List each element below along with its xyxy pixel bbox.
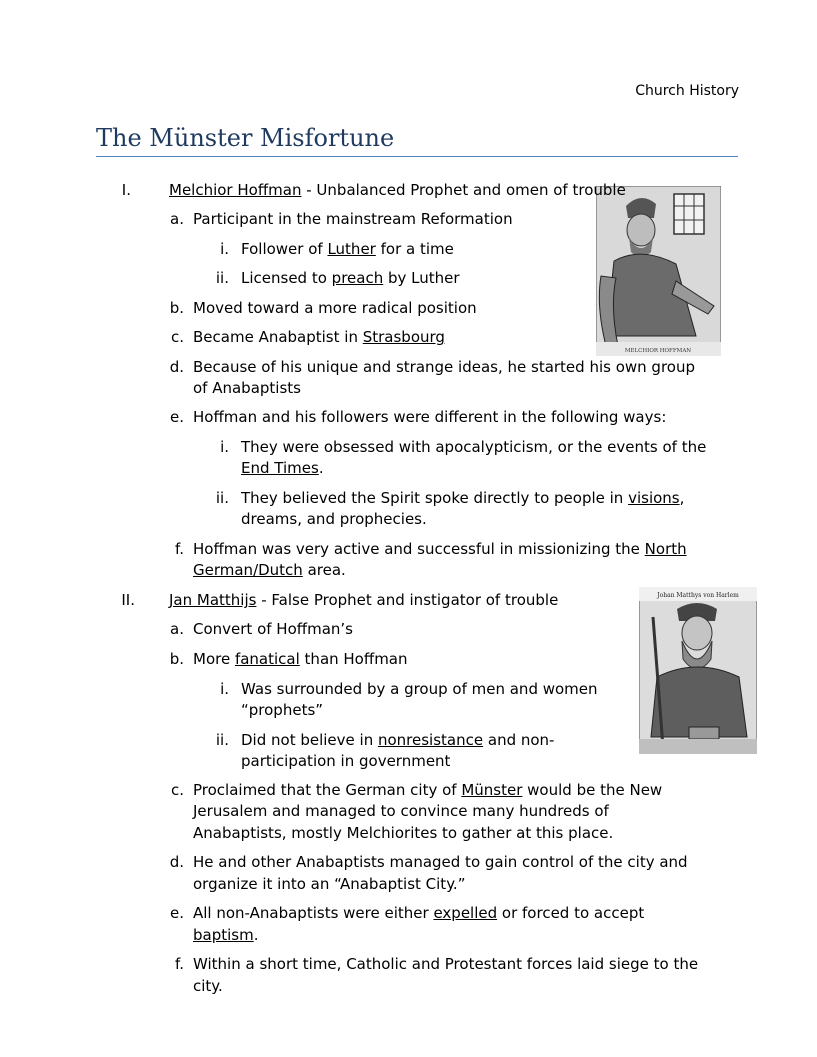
item-marker: f. [175,955,184,973]
list-item-continuation: German/Dutch area. [193,561,346,579]
list-item-continuation: of Anabaptists [193,379,301,397]
matthijs-link: Jan Matthijs [169,591,257,609]
list-item-continuation: city. [193,977,223,995]
list-subitem: They believed the Spirit spoke directly to people in visions, [241,489,685,507]
list-item-continuation: baptism. [193,926,259,944]
list-subitem: Was surrounded by a group of men and women [241,680,598,698]
page-header: Church History [635,83,739,99]
item-marker: a. [170,210,184,228]
list-item: Became Anabaptist in Strasbourg [193,328,445,346]
section-heading-matthijs: Jan Matthijs - False Prophet and instigator of trouble [169,591,559,609]
item-marker: e. [170,408,184,426]
list-item: Moved toward a more radical position [193,299,477,317]
list-subitem: Follower of Luther for a time [241,240,454,258]
hoffman-portrait [596,186,721,356]
subitem-marker: i. [220,240,229,258]
item-marker: d. [169,853,184,871]
list-subitem: Licensed to preach by Luther [241,269,460,287]
subitem-marker: ii. [215,731,229,749]
item-marker: b. [169,299,184,317]
list-item: He and other Anabaptists managed to gain control of the city and [193,853,688,871]
section-marker: I. [121,181,131,199]
item-marker: d. [169,358,184,376]
list-subitem-continuation: End Times. [241,459,324,477]
list-item: Within a short time, Catholic and Protestant forces laid siege to the [193,955,699,973]
section-marker: II. [121,591,135,609]
list-item: Because of his unique and strange ideas, he started his own group [193,358,695,376]
page-title: The Münster Misfortune [96,124,738,157]
item-marker: b. [169,650,184,668]
list-subitem-continuation: dreams, and prophecies. [241,510,427,528]
list-item: Hoffman and his followers were different in the following ways: [193,408,667,426]
item-marker: c. [170,781,184,799]
subitem-marker: i. [220,438,229,456]
hoffman-portrait-engraving [596,186,721,356]
list-item-continuation: organize it into an “Anabaptist City.” [193,875,466,893]
item-marker: f. [175,540,184,558]
list-item: Participant in the mainstream Reformation [193,210,513,228]
list-item: Proclaimed that the German city of Münster would be the New [193,781,663,799]
list-subitem: They were obsessed with apocalypticism, or the events of the [241,438,707,456]
list-item: Hoffman was very active and successful in missionizing the North [193,540,687,558]
section-heading-hoffman: Melchior Hoffman - Unbalanced Prophet and omen of trouble [169,181,626,199]
item-marker: a. [170,620,184,638]
list-item-continuation: Anabaptists, mostly Melchiorites to gather at this place. [193,824,614,842]
list-item-continuation: Jerusalem and managed to convince many hundreds of [193,802,609,820]
list-item: All non-Anabaptists were either expelled or forced to accept [193,904,645,922]
subitem-marker: ii. [215,269,229,287]
subitem-marker: ii. [215,489,229,507]
list-item: More fanatical than Hoffman [193,650,408,668]
hoffman-link: Melchior Hoffman [169,181,302,199]
list-subitem-continuation: participation in government [241,752,451,770]
subitem-marker: i. [220,680,229,698]
list-subitem-continuation: “prophets” [241,701,324,719]
svg-text:Johan Matthys von Harlem: Johan Matthys von Harlem [657,592,739,599]
matthijs-portrait-engraving [639,587,757,754]
item-marker: c. [170,328,184,346]
list-subitem: Did not believe in nonresistance and non- [241,731,555,749]
list-item: Convert of Hoffman’s [193,620,353,638]
svg-text:MELCHIOR HOFFMAN: MELCHIOR HOFFMAN [624,348,692,354]
item-marker: e. [170,904,184,922]
matthijs-portrait [639,587,757,754]
